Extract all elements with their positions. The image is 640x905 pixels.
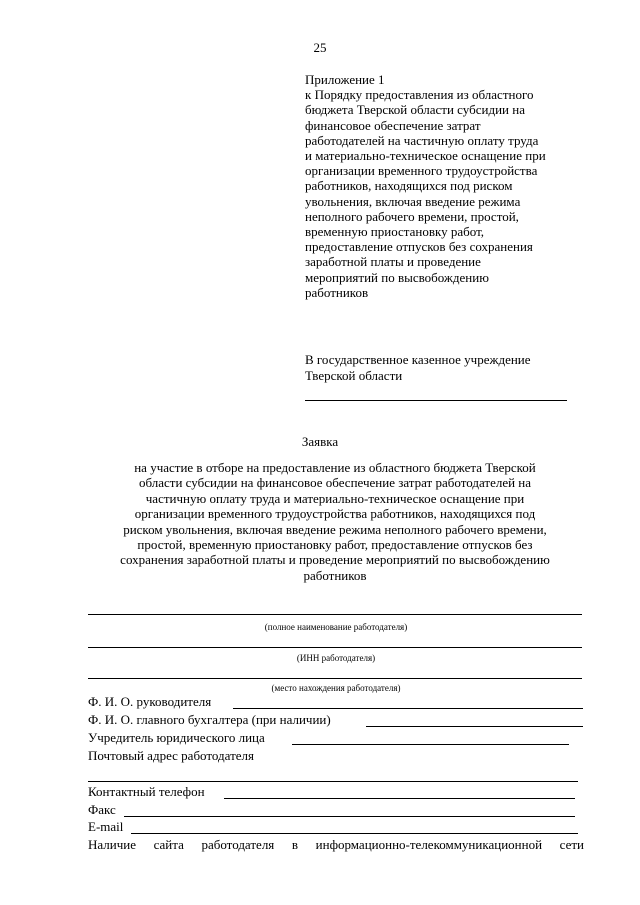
appendix-line: бюджета Тверской области субсидии на bbox=[305, 102, 525, 118]
website-word: Наличие bbox=[88, 837, 136, 852]
appendix-line: заработной платы и проведение bbox=[305, 254, 481, 270]
phone-label: Контактный телефон bbox=[88, 784, 205, 799]
inn-caption: (ИНН работодателя) bbox=[296, 653, 376, 663]
appendix-line: работодателей на частичную оплату труда bbox=[305, 132, 539, 148]
appendix-line: работников bbox=[305, 284, 369, 300]
subject-line: на участие в отборе на предоставление из областного бюджета Тверской bbox=[134, 460, 536, 475]
chief-accountant-line[interactable] bbox=[366, 726, 583, 727]
website-word: сайта bbox=[153, 837, 184, 852]
appendix-line: увольнения, включая введение режима bbox=[305, 193, 521, 209]
chief-accountant-label: Ф. И. О. главного бухгалтера (при наличии) bbox=[88, 712, 331, 727]
email-label: E-mail bbox=[88, 819, 124, 834]
appendix-line: мероприятий по высвобождению bbox=[305, 269, 489, 285]
appendix-line: временную приостановку работ, bbox=[305, 224, 485, 240]
postal-address-label: Почтовый адрес работодателя bbox=[88, 748, 254, 763]
email-line[interactable] bbox=[131, 833, 578, 834]
appendix-line: Приложение 1 bbox=[305, 72, 385, 87]
head-name-label: Ф. И. О. руководителя bbox=[88, 694, 212, 709]
employer-name-caption: (полное наименование работодателя) bbox=[264, 622, 408, 632]
location-line[interactable] bbox=[88, 678, 582, 679]
subject-line: риском увольнения, включая введение режима неполного рабочего времени, bbox=[123, 521, 547, 537]
phone-line[interactable] bbox=[224, 798, 575, 799]
subject-line: простой, временную приостановку работ, предоставление отпусков без bbox=[137, 537, 533, 553]
head-name-line[interactable] bbox=[233, 708, 583, 709]
appendix-line: предоставление отпусков без сохранения bbox=[305, 239, 533, 255]
addressee-line: Тверской области bbox=[305, 367, 403, 383]
founder-line[interactable] bbox=[292, 744, 569, 745]
website-word: информационно-телекоммуникационной bbox=[315, 837, 543, 852]
inn-line[interactable] bbox=[88, 647, 582, 648]
addressee-line: В государственное казенное учреждение bbox=[305, 352, 531, 367]
appendix-line: работников, находящихся под риском bbox=[305, 178, 513, 194]
website-word: работодателя bbox=[201, 837, 275, 852]
subject-line: работников bbox=[303, 567, 367, 583]
location-caption: (место нахождения работодателя) bbox=[271, 683, 401, 693]
subject-line: частичную оплату труда и материально-техническое оснащение при bbox=[145, 490, 525, 506]
appendix-line: неполного рабочего времени, простой, bbox=[305, 208, 519, 224]
appendix-line: финансовое обеспечение затрат bbox=[305, 117, 481, 133]
website-label bbox=[88, 837, 584, 853]
appendix-line: к Порядку предоставления из областного bbox=[305, 87, 534, 103]
appendix-line: и материально-техническое оснащение при bbox=[305, 148, 546, 164]
postal-address-line[interactable] bbox=[88, 781, 578, 782]
founder-label: Учредитель юридического лица bbox=[88, 730, 265, 745]
addressee-block bbox=[305, 352, 531, 383]
subject-line: сохранения заработной платы и проведение мероприятий по высвобождению bbox=[120, 552, 550, 568]
application-title: Заявка bbox=[301, 434, 339, 449]
appendix-heading bbox=[305, 72, 605, 300]
fax-line[interactable] bbox=[124, 816, 575, 817]
website-word: сети bbox=[559, 837, 584, 852]
fax-label: Факс bbox=[88, 802, 116, 817]
website-word: в bbox=[291, 837, 299, 852]
employer-name-line[interactable] bbox=[88, 614, 582, 615]
addressee-blank-line[interactable] bbox=[305, 400, 567, 401]
page-number: 25 bbox=[313, 40, 327, 55]
subject-line: области субсидии на финансовое обеспечение затрат работодателей на bbox=[138, 475, 532, 491]
subject-line: организации временного трудоустройства работников, находящихся под bbox=[134, 506, 536, 522]
application-subject bbox=[70, 460, 600, 583]
appendix-line: организации временного трудоустройства bbox=[305, 163, 538, 179]
